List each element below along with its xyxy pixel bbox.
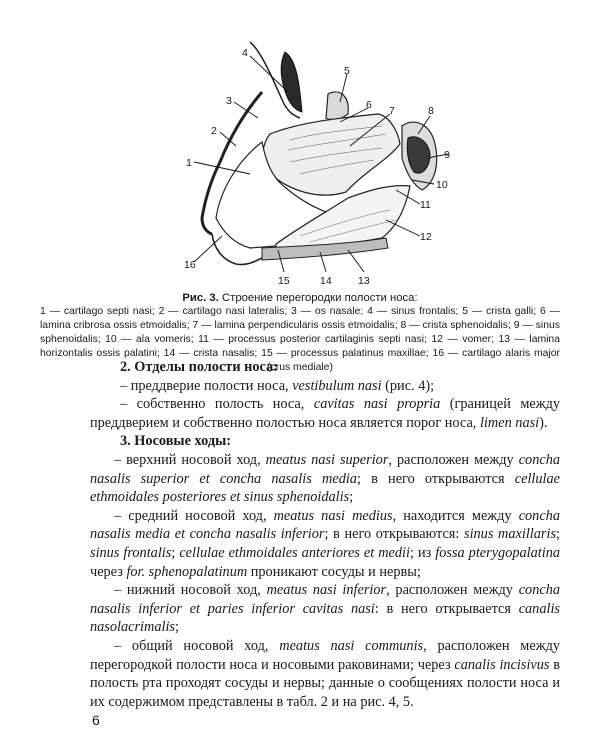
caption-title: [40, 291, 560, 305]
caption-figure-number: Рис. 3.: [182, 292, 219, 304]
section-2-heading: 2. Отделы полости носа:: [120, 359, 278, 375]
section-3-heading: 3. Носовые ходы:: [120, 433, 232, 450]
callout-10: 10: [436, 179, 448, 191]
callout-3: 3: [226, 95, 232, 107]
callout-6: 6: [366, 99, 372, 111]
paragraph-vestibulum: – преддверие полости носа, vestibulum nasi (рис. 4);: [120, 377, 435, 394]
paragraph-lower-meatus: – нижний носовой ход, meatus nasi inferior, расположен между concha nasalis inferior et paries inferior cavitas nasi: в него открывается canalis nasolacrimalis;: [90, 582, 560, 636]
body-text: [90, 358, 560, 711]
callout-16: 16: [184, 259, 196, 271]
callout-2: 2: [211, 125, 217, 137]
callout-12: 12: [420, 231, 432, 243]
paragraph-middle-meatus: – средний носовой ход, meatus nasi medius, находится между concha nasalis media et concha nasalis inferior; в него открываются: sinus maxillaris; sinus frontalis; cellulae ethmoidales anteriores et medii; из fossa pterygopalatina через for. sphenopalatinum проникают сосуды и нервы;: [90, 507, 561, 580]
callout-5: 5: [344, 65, 350, 77]
callout-14: 14: [320, 275, 332, 287]
callout-7: 7: [389, 105, 395, 117]
paragraph-cavitas: – собственно полость носа, cavitas nasi propria (границей между преддверием и собственно полостью носа является порог носа, limen nasi).: [90, 396, 561, 431]
callout-15: 15: [278, 275, 290, 287]
callout-11: 11: [420, 199, 431, 211]
paragraph-upper-meatus: – верхний носовой ход, meatus nasi superior, расположен между concha nasalis superior et concha nasalis media; в него открываются cellulae ethmoidales posteriores et sinus sphenoidalis;: [90, 451, 561, 506]
callout-13: 13: [358, 275, 370, 287]
nasal-septum-illustration: [150, 22, 450, 290]
anatomy-figure: [150, 22, 450, 290]
page-number: 6: [92, 712, 100, 728]
caption-figure-title: Строение перегородки полости носа:: [218, 292, 418, 304]
callout-8: 8: [428, 105, 434, 117]
caption-legend: 1 — cartilago septi nasi; 2 — cartilago nasi lateralis; 3 — os nasale; 4 — sinus frontalis; 5 — crista galli; 6 — lamina cribrosa ossis etmoidalis; 7 — lamina perpendicularis ossis etmoidalis; 8 — crista sphenoidalis; 9 — sinus sphenoidalis; 10 — ala vomeris; 11 — processus posterior cartilaginis septi nasi; 12 — vomer; 13 — lamina horizontalis ossis palatini; 14 — crista nasalis; 15 — processus palatinus maxillae; 16 — cartilago alaris major (crus mediale): [40, 306, 560, 373]
paragraph-common-meatus: – общий носовой ход, meatus nasi communis, расположен между перегородкой полости носа и носовыми раковинами; через canalis incisivus в полость рта проходят сосуды и нервы; данные о сообщениях полости носа и их содержимом представлены в табл. 2 и на рис. 4, 5.: [90, 637, 561, 710]
callout-4: 4: [242, 47, 248, 59]
callout-1: 1: [186, 157, 192, 169]
callout-9: 9: [444, 149, 450, 161]
